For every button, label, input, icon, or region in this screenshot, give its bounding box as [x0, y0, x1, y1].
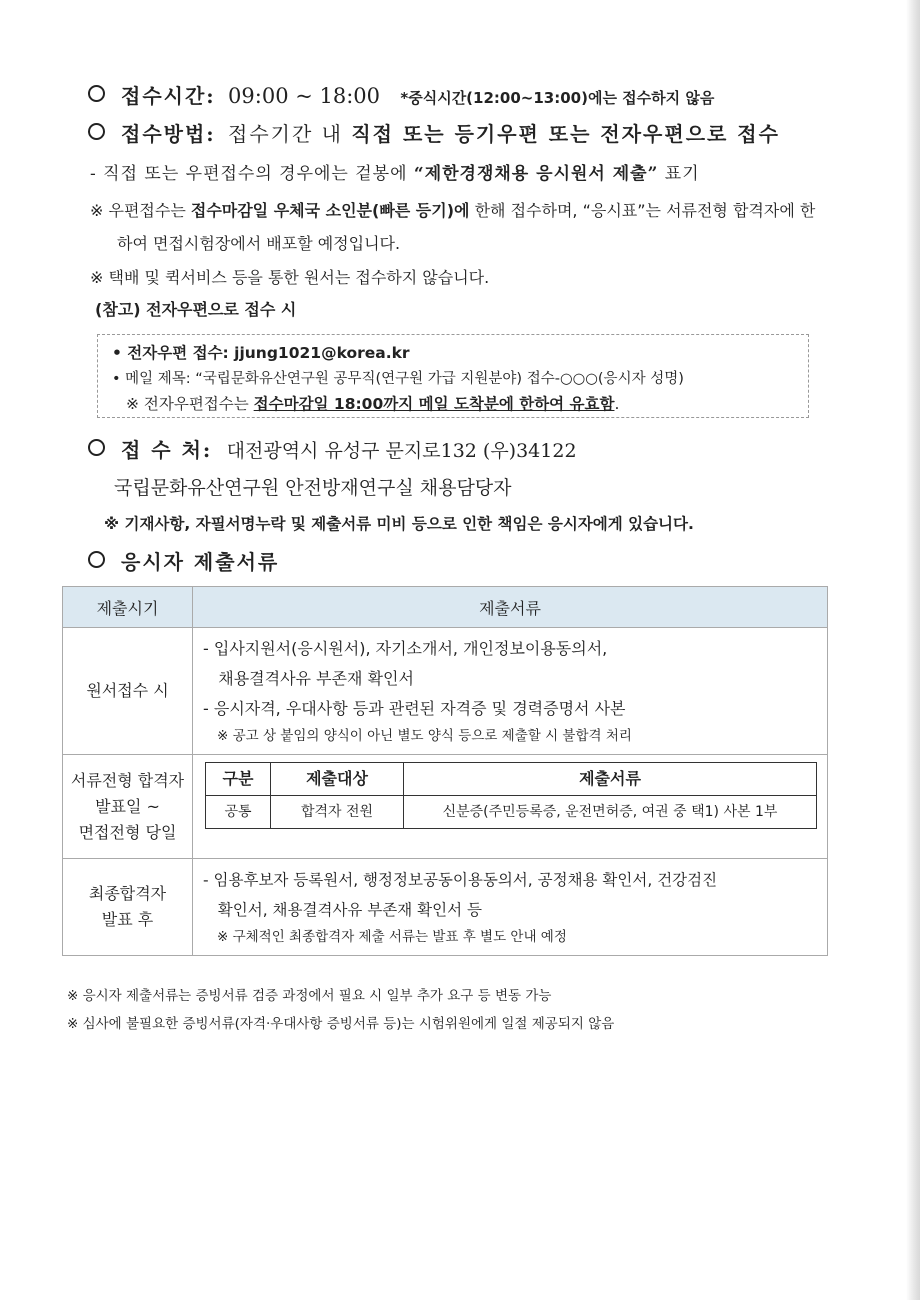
documents-heading: 응시자 제출서류 — [121, 550, 280, 574]
postal-note-line1 — [90, 198, 815, 221]
row-documents — [193, 628, 828, 755]
envelope-emph: “제한경쟁채용 응시원서 제출” — [413, 164, 659, 184]
inner-header-row — [206, 763, 817, 796]
email-valid-end: . — [614, 395, 620, 413]
email-valid-text: ※ 전자우편접수는 — [126, 395, 254, 413]
header-time: 제출시기 — [63, 587, 193, 628]
row-time — [63, 755, 193, 859]
documents-table — [62, 586, 828, 956]
row-time-line: 면접전형 당일 — [78, 822, 177, 842]
inner-cell: 합격자 전원 — [271, 796, 404, 829]
reception-place-label: 접 수 처: — [121, 438, 213, 462]
row-documents — [193, 755, 828, 859]
inner-cell: 신분증(주민등록증, 운전면허증, 여권 중 택1) 사본 1부 — [404, 796, 817, 829]
circle-bullet-icon — [88, 123, 105, 140]
inner-cell: 공통 — [206, 796, 271, 829]
courier-note: ※ 택배 및 퀵서비스 등을 통한 원서는 접수하지 않습니다. — [90, 268, 490, 287]
row-time-line: 최종합격자 — [88, 884, 167, 903]
reception-address: 대전광역시 유성구 문지로132 (우)34122 — [226, 440, 577, 462]
header-documents: 제출서류 — [193, 587, 828, 628]
envelope-text: - 직접 또는 우편접수의 경우에는 겉봉에 — [90, 164, 414, 184]
envelope-text-end: 표기 — [658, 164, 700, 184]
table-row — [63, 628, 828, 755]
circle-bullet-icon — [88, 439, 105, 456]
lunch-note: *중식시간(12:00~13:00)에는 접수하지 않음 — [400, 89, 715, 107]
inner-header-documents: 제출서류 — [404, 763, 817, 796]
reception-time-label: 접수시간: — [121, 84, 216, 108]
documents-heading-line — [88, 546, 279, 575]
circle-bullet-icon — [88, 85, 105, 102]
inner-table — [205, 762, 817, 829]
email-valid-emph: 접수마감일 18:00까지 메일 도착분에 한하여 유효함 — [253, 395, 615, 413]
reception-method-label: 접수방법: — [121, 122, 216, 146]
postal-note-text-end: 한해 접수하며, “응시표”는 서류전형 합격자에 한 — [469, 201, 816, 220]
email-valid-line — [126, 392, 619, 414]
reception-place-line — [88, 434, 577, 463]
inner-header-target: 제출대상 — [271, 763, 404, 796]
email-subject-line: • 메일 제목: “국립문화유산연구원 공무직(연구원 가급 지원분야) 접수-○○○(응시자 성명) — [112, 371, 684, 387]
doc-item: - 입사지원서(응시원서), 자기소개서, 개인정보이용동의서, — [203, 639, 608, 658]
reception-time-value: 09:00 ~ 18:00 — [228, 84, 381, 108]
responsibility-note: ※ 기재사항, 자필서명누락 및 제출서류 미비 등으로 인한 책임은 응시자에게 있습니다. — [104, 515, 694, 533]
circle-bullet-icon — [88, 551, 105, 568]
reception-time-line — [88, 80, 714, 109]
postal-note-line2: 하여 면접시험장에서 배포할 예정입니다. — [117, 234, 401, 253]
footnote: ※ 응시자 제출서류는 증빙서류 검증 과정에서 필요 시 일부 추가 요구 등 변동 가능 — [67, 988, 552, 1004]
doc-note: ※ 구체적인 최종합격자 제출 서류는 발표 후 별도 안내 예정 — [217, 929, 567, 945]
row-time-line: 서류전형 합격자 — [70, 770, 185, 790]
email-address-line: • 전자우편 접수: jjung1021@korea.kr — [112, 344, 410, 362]
email-ref-title: (참고) 전자우편으로 접수 시 — [95, 300, 297, 319]
inner-row — [206, 796, 817, 829]
doc-item: 확인서, 채용결격사유 부존재 확인서 등 — [203, 901, 482, 919]
row-time — [63, 859, 193, 956]
table-row — [63, 755, 828, 859]
row-time: 원서접수 시 — [63, 628, 193, 755]
table-header-row — [63, 587, 828, 628]
envelope-line — [90, 159, 700, 184]
email-info-box — [97, 334, 809, 418]
postal-note-text: ※ 우편접수는 — [90, 201, 191, 220]
row-time-line: 발표 후 — [101, 910, 154, 929]
reception-method-emph: 직접 또는 등기우편 또는 전자우편으로 접수 — [351, 122, 780, 146]
doc-item: - 응시자격, 우대사항 등과 관련된 자격증 및 경력증명서 사본 — [203, 699, 626, 718]
doc-note: ※ 공고 상 붙임의 양식이 아닌 별도 양식 등으로 제출할 시 불합격 처리 — [217, 728, 632, 744]
reception-method-line — [88, 118, 780, 147]
footnote: ※ 심사에 불필요한 증빙서류(자격·우대사항 증빙서류 등)는 시험위원에게 일절 제공되지 않음 — [67, 1016, 615, 1032]
doc-item: 채용결격사유 부존재 확인서 — [203, 669, 414, 688]
reception-method-text: 접수기간 내 — [228, 122, 352, 146]
reception-office: 국립문화유산연구원 안전방재연구실 채용담당자 — [114, 477, 512, 499]
doc-item: - 임용후보자 등록원서, 행정정보공동이용동의서, 공정채용 확인서, 건강검진 — [203, 871, 718, 889]
row-documents — [193, 859, 828, 956]
inner-header-category: 구분 — [206, 763, 271, 796]
row-time-line: 발표일 ~ — [95, 796, 160, 816]
table-row — [63, 859, 828, 956]
postal-note-emph: 접수마감일 우체국 소인분(빠른 등기)에 — [190, 201, 470, 220]
page-edge-shadow — [906, 0, 920, 1300]
